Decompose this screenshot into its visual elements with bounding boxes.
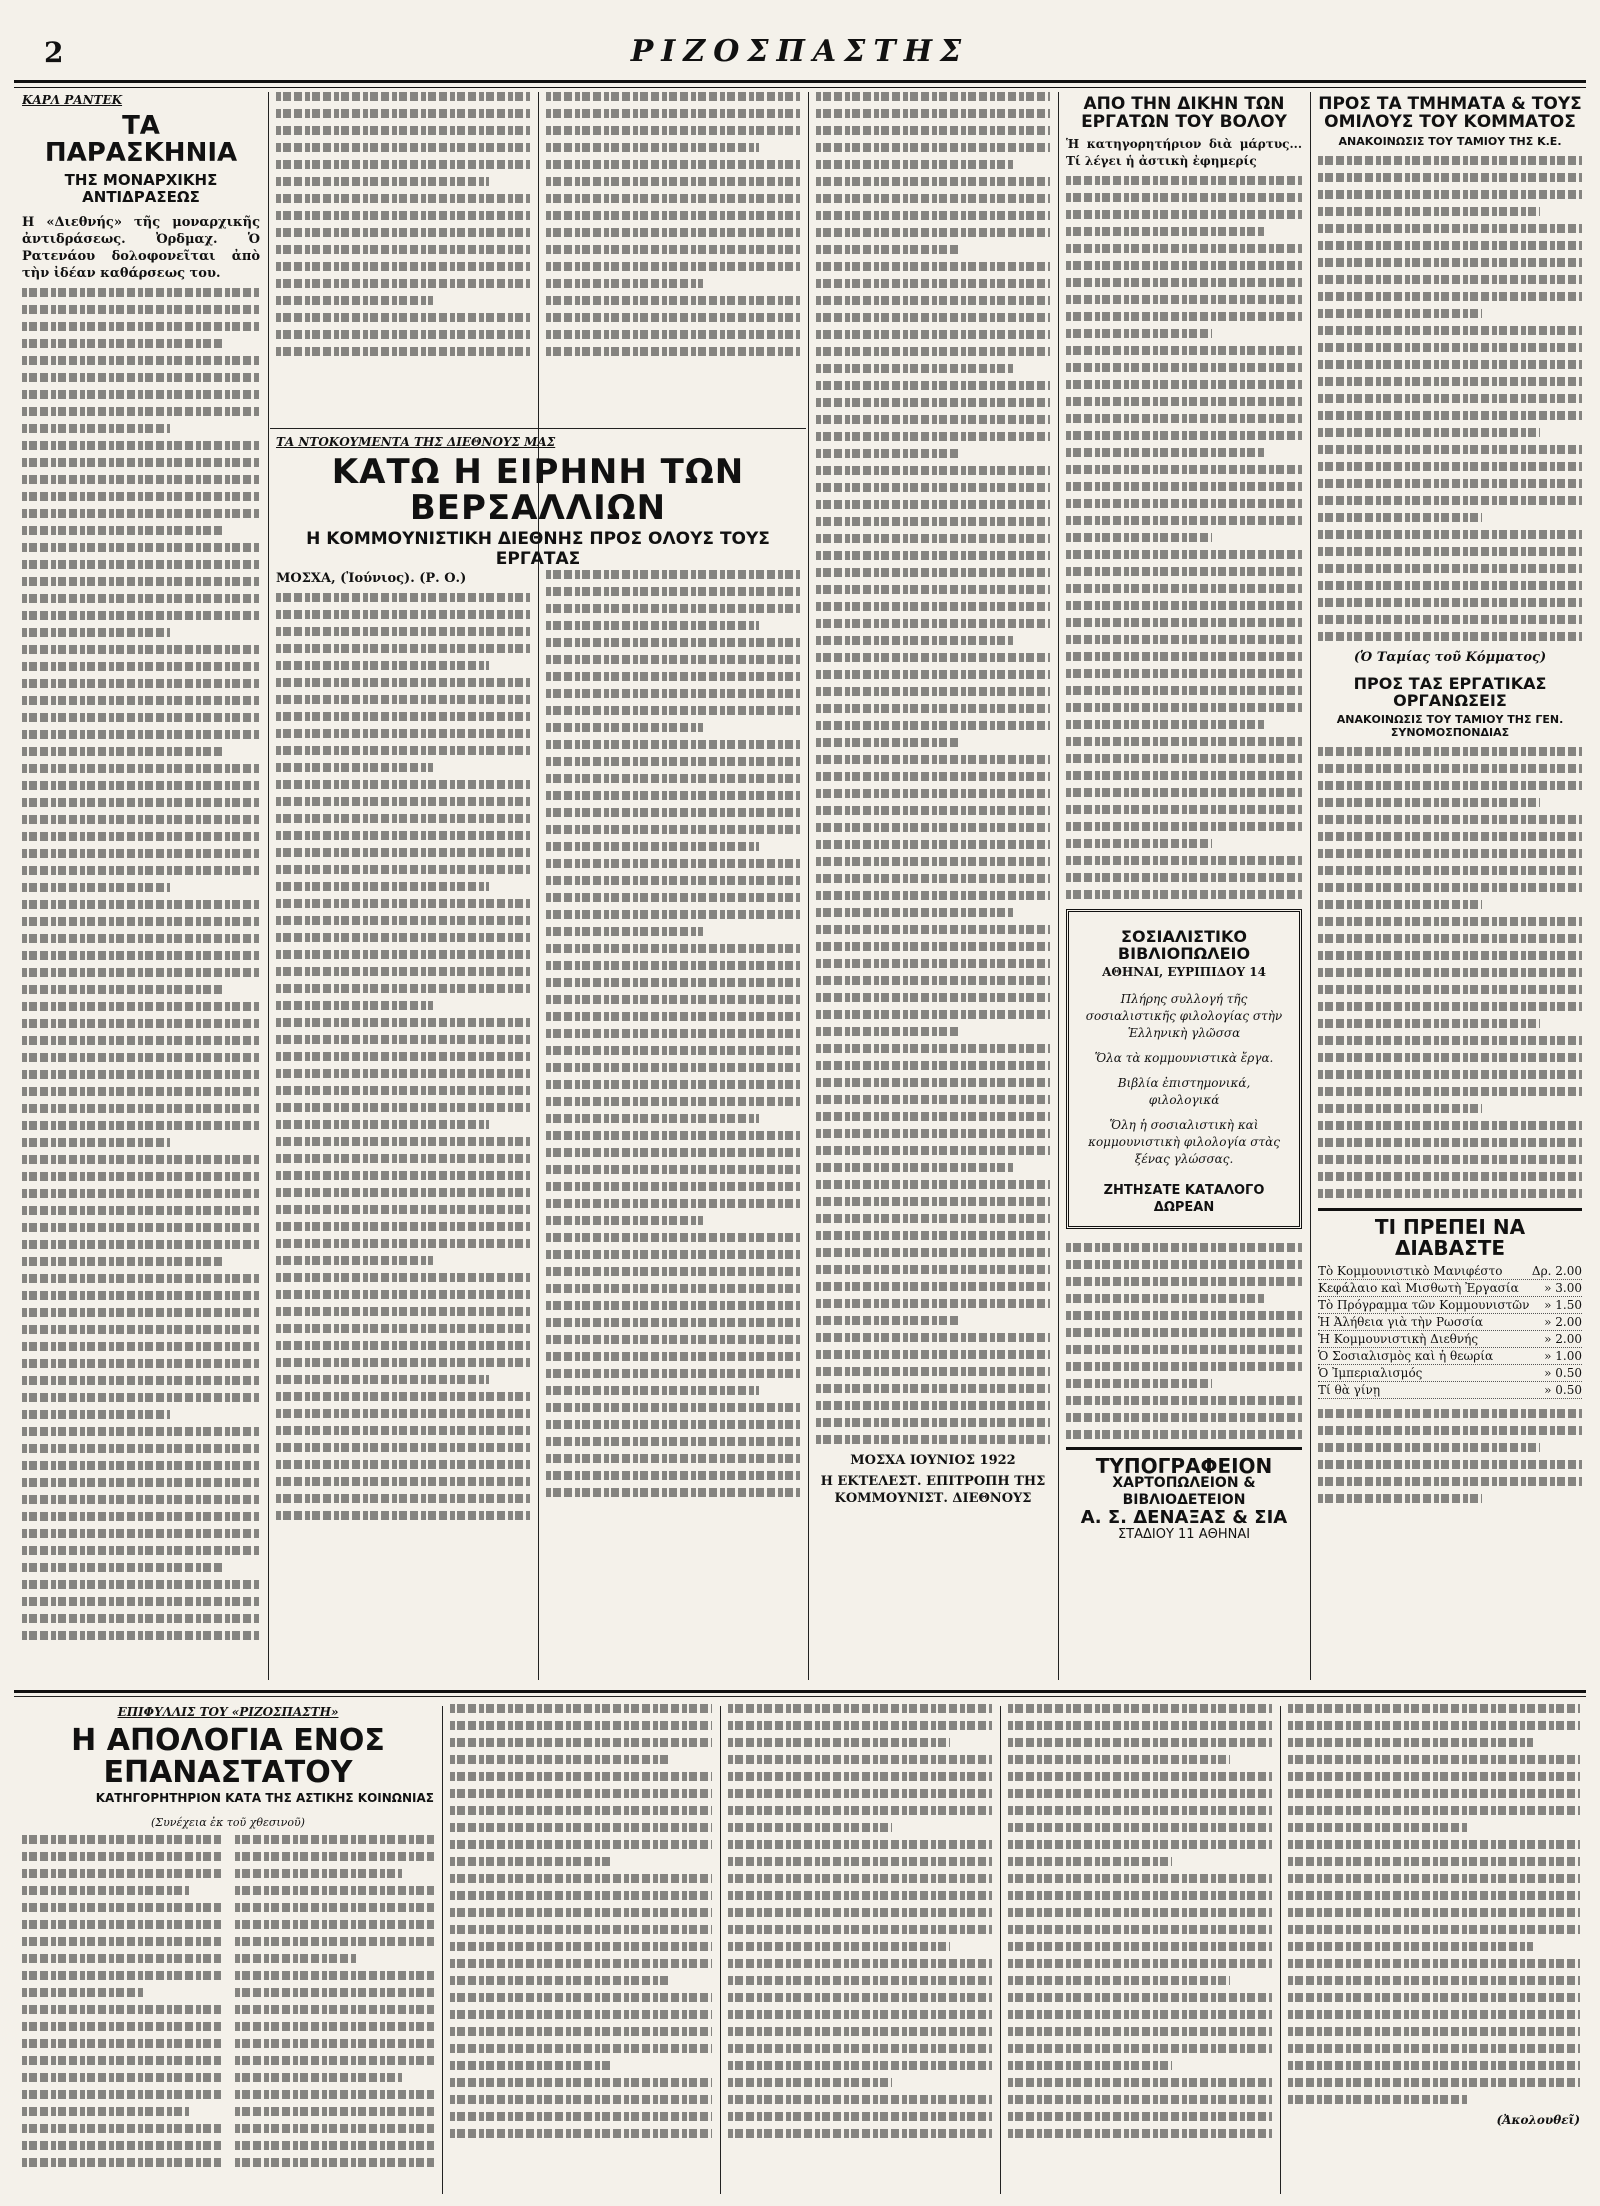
volos-lead: Ἡ κατηγορητήριον διὰ μάρτυς... Τί λέγει ἡ ἀστικὴ ἐφημερίς xyxy=(1066,136,1302,168)
party-notice-body xyxy=(1318,156,1582,641)
printer-ad-subtitle: ΧΑΡΤΟΠΩΛΕΙΟΝ & ΒΙΒΛΙΟΔΕΤΕΙΟΝ xyxy=(1112,1474,1256,1508)
reading-list-headline: ΤΙ ΠΡΕΠΕΙ ΝΑ ΔΙΑΒΑΣΤΕ xyxy=(1374,1215,1526,1261)
center-story-col-2 xyxy=(546,570,800,1676)
feuilleton-end-note: (Ἀκολουθεῖ) xyxy=(1496,2113,1580,2127)
bookshop-ad-cta: ΖΗΤΗΣΑΤΕ ΚΑΤΑΛΟΓΟ ΔΩΡΕΑΝ xyxy=(1103,1182,1265,1215)
party-notice-subhead: ΑΝΑΚΟΙΝΩΣΙΣ ΤΟΥ ΤΑΜΙΟΥ ΤΗΣ Κ.Ε. xyxy=(1338,134,1562,148)
party-notice-headline: ΠΡΟΣ ΤΑ ΤΜΗΜΑΤΑ & ΤΟΥΣ ΟΜΙΛΟΥΣ ΤΟΥ ΚΟΜΜΑΤΟΣ xyxy=(1318,94,1582,132)
list-item: Κεφάλαιο καὶ Μισθωτὴ Ἐργασία » 3.00 xyxy=(1318,1281,1582,1296)
column-2-continuation xyxy=(276,92,530,422)
bookshop-ad xyxy=(1066,909,1302,1229)
party-notice-signature: (Ὁ Ταμίας τοῦ Κόμματος) xyxy=(1353,650,1547,666)
printer-ad xyxy=(1066,1453,1302,1543)
column-1 xyxy=(22,92,260,1676)
center-story-dateline: ΜΟΣΧΑ, (Ἰούνιος). (Ρ. Ο.) xyxy=(276,571,467,586)
union-notice-subhead: ΑΝΑΚΟΙΝΩΣΙΣ ΤΟΥ ΤΑΜΙΟΥ ΤΗΣ ΓΕΝ. ΣΥΝΟΜΟΣΠΟΝΔΙΑΣ xyxy=(1336,712,1564,739)
center-story-subhead: Η ΚΟΜΜΟΥΝΙΣΤΙΚΗ ΔΙΕΘΝΗΣ ΠΡΟΣ ΟΛΟΥΣ ΤΟΥΣ ΕΡΓΑΤΑΣ xyxy=(306,529,770,566)
bookshop-ad-line-4: Ὅλη ἡ σοσιαλιστικὴ καὶ κομμουνιστικὴ φιλολογία στὰς ξένας γλώσσας. xyxy=(1088,1117,1280,1166)
list-item: Τὸ Πρόγραμμα τῶν Κομμουνιστῶν » 1.50 xyxy=(1318,1298,1582,1313)
column-3-continuation xyxy=(546,92,800,422)
center-story-kicker: ΤΑ ΝΤΟΚΟΥΜΕΝΤΑ ΤΗΣ ΔΙΕΘΝΟΥΣ ΜΑΣ xyxy=(276,435,556,449)
article-lead: Η «Διεθνής» τῆς μοναρχικῆς ἀντιδράσεως. Ὀρδμαχ. Ὁ Ρατενάου δολοφονεῖται ἀπὸ τὴν ἰδέαν καθάρσεως του. xyxy=(22,215,260,282)
reading-list xyxy=(1318,1263,1582,1399)
column-6 xyxy=(1318,92,1582,1676)
bookshop-ad-address: ΑΘΗΝΑΙ, ΕΥΡΙΠΙΔΟΥ 14 xyxy=(1102,964,1266,979)
center-story-signoff-org: Η ΕΚΤΕΛΕΣΤ. ΕΠΙΤΡΟΠΗ ΤΗΣ ΚΟΜΜΟΥΝΙΣΤ. ΔΙΕΘΝΟΥΣ xyxy=(820,1474,1046,1506)
list-item: Ἡ Ἀλήθεια γιὰ τὴν Ρωσσία » 2.00 xyxy=(1318,1315,1582,1330)
center-story-col-1 xyxy=(276,570,530,1676)
union-notice-body xyxy=(1318,747,1582,1198)
feuilleton-col-5 xyxy=(1288,1704,1580,2196)
union-notice-headline: ΠΡΟΣ ΤΑΣ ΕΡΓΑΤΙΚΑΣ ΟΡΓΑΝΩΣΕΙΣ xyxy=(1353,674,1547,711)
masthead xyxy=(14,22,1586,83)
center-story-headline: ΚΑΤΩ Η ΕΙΡΗΝΗ ΤΩΝ ΒΕΡΣΑΛΛΙΩΝ xyxy=(331,452,745,528)
center-story-signoff-date: ΜΟΣΧΑ ΙΟΥΝΙΟΣ 1922 xyxy=(850,1453,1016,1468)
page-number: 2 xyxy=(44,36,64,69)
article-subhead: ΤΗΣ ΜΟΝΑΡΧΙΚΗΣ ΑΝΤΙΔΡΑΣΕΩΣ xyxy=(64,170,218,206)
feuilleton-continued: (Συνέχεια ἐκ τοῦ χθεσινοῦ) xyxy=(151,1815,305,1829)
bookshop-ad-line-3: Βιβλία ἐπιστημονικά, φιλολογικά xyxy=(1117,1075,1251,1107)
printer-ad-title: ΤΥΠΟΓΡΑΦΕΙΟΝ xyxy=(1095,1453,1273,1478)
feuilleton-headline: Η ΑΠΟΛΟΓΙΑ ΕΝΟΣ ΕΠΑΝΑΣΤΑΤΟΥ xyxy=(71,1723,385,1790)
volos-body xyxy=(1066,176,1302,899)
center-story-header xyxy=(276,434,800,566)
newspaper-title: ΡΙΖΟΣΠΑΣΤΗΣ xyxy=(630,34,970,69)
feuilleton-col-2 xyxy=(450,1704,712,2196)
author-name: ΚΑΡΛ ΡΑΝΤΕΚ xyxy=(22,93,123,107)
printer-ad-name: Α. Σ. ΔΕΝΑΞΑΣ & ΣΙΑ xyxy=(1080,1506,1288,1528)
bookshop-ad-line-2: Ὅλα τὰ κομμουνιστικὰ ἔργα. xyxy=(1094,1050,1274,1065)
list-item: Τί θὰ γίνῃ » 0.50 xyxy=(1318,1383,1582,1398)
feuilleton-subhead: ΚΑΤΗΓΟΡΗΤΗΡΙΟΝ ΚΑΤΑ ΤΗΣ ΑΣΤΙΚΗΣ ΚΟΙΝΩΝΙΑΣ xyxy=(95,1791,434,1805)
column-5 xyxy=(1066,92,1302,1676)
center-story-body xyxy=(276,593,530,1520)
feuilleton-col-3 xyxy=(728,1704,992,2196)
center-story-col-3 xyxy=(816,92,1050,1676)
list-item: Ὁ Ἰμπεριαλισμός » 0.50 xyxy=(1318,1366,1582,1381)
bookshop-ad-title: ΣΟΣΙΑΛΙΣΤΙΚΟ ΒΙΒΛΙΟΠΩΛΕΙΟ xyxy=(1117,926,1251,963)
list-item: Τὸ Κομμουνιστικὸ Μανιφέστο Δρ. 2.00 xyxy=(1318,1264,1582,1279)
list-item: Ὁ Σοσιαλισμὸς καὶ ἡ θεωρία » 1.00 xyxy=(1318,1349,1582,1364)
feuilleton-col-4 xyxy=(1008,1704,1272,2196)
volos-headline: ΑΠΟ ΤΗΝ ΔΙΚΗΝ ΤΩΝ ΕΡΓΑΤΩΝ ΤΟΥ ΒΟΛΟΥ xyxy=(1081,94,1287,132)
article-headline: ΤΑ ΠΑΡΑΣΚΗΝΙΑ xyxy=(44,111,238,169)
feuilleton-col-1 xyxy=(22,1704,434,2196)
feuilleton-kicker: ΕΠΙΦΥΛΛΙΣ ΤΟΥ «ΡΙΖΟΣΠΑΣΤΗ» xyxy=(117,1705,339,1719)
printer-ad-address: ΣΤΑΔΙΟΥ 11 ΑΘΗΝΑΙ xyxy=(1117,1526,1251,1542)
article-body xyxy=(22,288,260,1640)
list-item: Ἡ Κομμουνιστικὴ Διεθνής » 2.00 xyxy=(1318,1332,1582,1347)
bookshop-ad-line-1: Πλήρης συλλογή τῆς σοσιαλιστικῆς φιλολογίας στὴν Ἑλληνικὴ γλῶσσα xyxy=(1085,991,1283,1040)
